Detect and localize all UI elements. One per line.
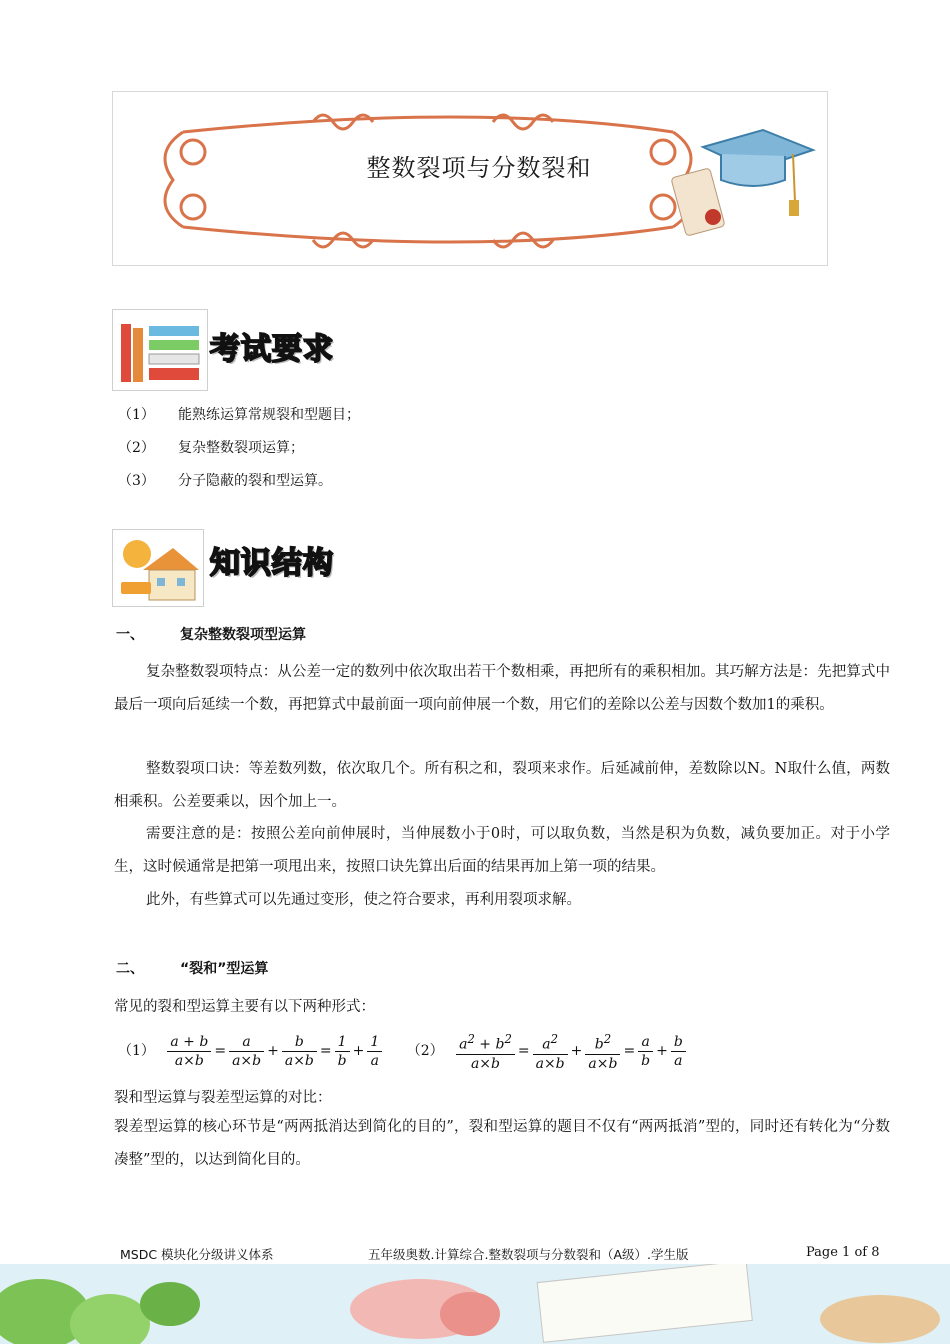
fraction: $\frac{1}{a}$ [367,1033,382,1070]
footer-decoration [0,1264,950,1344]
footer-center: 五年级奥数.计算综合.整数裂项与分数裂和（A级）.学生版 [368,1247,689,1262]
requirement-text: 能熟练运算常规裂和型题目； [178,407,360,423]
section-title-knowledge-structure: 知识结构 [210,546,334,581]
fraction: $\frac{a^2}{a\times b}$ [533,1030,568,1073]
subsection-title: 复杂整数裂项型运算 [180,627,306,643]
requirement-number: （1） [118,407,155,423]
formula-row: （1） $\frac{a + b}{a\times b}$ = $\frac{a}{a\times b}$ + $\frac{b}{a\times b}$ = $\frac{1}{b}$ + $\frac{1}{a}$ （2） $\frac{a^2 + b^2}{a\times b}$ = $\frac{a^2}{a\times b}$ + $\frac{b^2}{a\times b}$ = $\frac{a}{b}$ + $\frac{b}{a}$ [118,1030,688,1073]
compare-line: 裂和型运算与裂差型运算的对比： [114,1090,332,1106]
requirement-number: （3） [118,473,155,489]
requirement-item [118,437,304,457]
paragraph: 整数裂项口诀：等差数列数，依次取几个。所有积之和，裂项来求作。后延减前伸，差数除以N。N取什么值，两数相乘积。公差要乘以，因个加上一。 [114,761,890,810]
fraction: $\frac{1}{b}$ [335,1033,350,1070]
paragraph: 需要注意的是：按照公差向前伸展时，当伸展数小于0时，可以取负数，当然是积为负数，减负要加正。对于小学生，这时候通常是把第一项甩出来，按照口诀先算出后面的结果再加上第一项的结果。 [114,826,890,875]
subsection-number: 二、 [116,961,144,977]
fraction: $\frac{a}{a\times b}$ [229,1033,264,1070]
fraction: $\frac{b^2}{a\times b}$ [585,1030,620,1073]
requirement-item [118,404,360,424]
books-icon [112,309,208,391]
requirement-item [118,470,332,490]
subsection-heading [116,624,306,644]
fraction: $\frac{b}{a\times b}$ [282,1033,317,1070]
requirement-text: 分子隐蔽的裂和型运算。 [178,473,332,489]
subsection-number: 一、 [116,627,144,643]
banner-title: 整数裂项与分数裂和 [366,154,592,182]
diploma-icon [671,168,725,236]
fraction: $\frac{b}{a}$ [671,1033,686,1070]
subsection-title: “裂和”型运算 [180,961,269,977]
paragraph: 复杂整数裂项特点：从公差一定的数列中依次取出若干个数相乘，再把所有的乘积相加。其巧解方法是：先把算式中最后一项向后延续一个数，再把算式中最前面一项向前伸展一个数，用它们的差除以公差与因数个数加1的乘积。 [114,664,890,713]
title-banner [112,91,828,266]
fraction: $\frac{a}{b}$ [638,1033,653,1070]
intro-line: 常见的裂和型运算主要有以下两种形式： [114,999,375,1015]
formula-number: （2） [406,1043,444,1060]
paragraph: 此外，有些算式可以先通过变形，使之符合要求，再利用裂项求解。 [146,892,581,908]
footer-left: MSDC 模块化分级讲义体系 [120,1247,274,1262]
section-title-exam-requirements: 考试要求 [210,332,334,367]
formula-number: （1） [118,1043,155,1060]
school-house-icon [112,529,204,607]
requirement-number: （2） [118,440,155,456]
subsection-heading [116,958,268,978]
fraction: $\frac{a + b}{a\times b}$ [167,1033,211,1070]
fraction: $\frac{a^2 + b^2}{a\times b}$ [456,1030,515,1073]
paragraph: 裂差型运算的核心环节是“两两抵消达到简化的目的”，裂和型运算的题目不仅有“两两抵消”型的，同时还有转化为“分数凑整”型的，以达到简化目的。 [114,1119,890,1168]
requirement-text: 复杂整数裂项运算； [178,440,304,456]
footer-page-number: Page 1 of 8 [806,1245,880,1260]
